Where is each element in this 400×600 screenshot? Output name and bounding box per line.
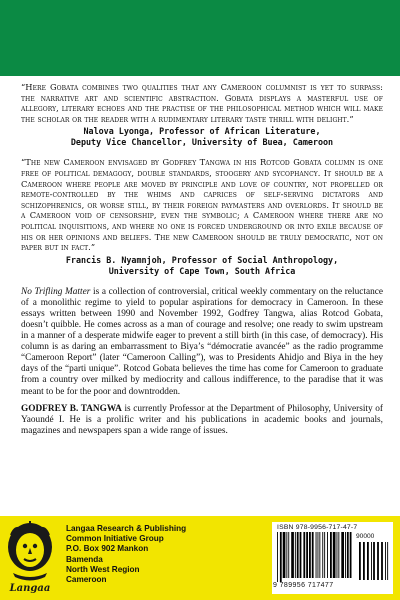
isbn-barcode bbox=[272, 522, 393, 594]
book-description bbox=[21, 287, 383, 398]
publisher-line: Cameroon bbox=[66, 575, 107, 585]
barcode-bar bbox=[327, 532, 328, 578]
barcode-bar bbox=[283, 532, 286, 578]
barcode-bar bbox=[312, 532, 314, 578]
quote-lyonga: “Here Gobata combines two qualities that any Cameroon columnist is yet to surpass: the narrative art and scientific abstraction. Gobata displays a masterful use of allegory, literary echoes and the practise of the philosophical method which will make the scholar or the reader with a rudimentary literary taste thrill with delight.” bbox=[21, 82, 383, 124]
barcode-bar bbox=[295, 532, 296, 578]
barcode-bar bbox=[288, 532, 289, 578]
ean-number: 9 789956 717477 bbox=[273, 582, 334, 589]
barcode-bar bbox=[297, 532, 299, 578]
barcode-bar bbox=[324, 532, 325, 578]
barcode-bar bbox=[286, 532, 287, 578]
barcode-bar bbox=[347, 532, 349, 578]
barcode-bar bbox=[341, 532, 344, 578]
barcode-bar bbox=[300, 532, 302, 578]
barcode-addon-bar bbox=[367, 542, 369, 580]
attribution-line-2: University of Cape Town, South Africa bbox=[108, 265, 296, 276]
top-green-band bbox=[0, 0, 400, 76]
publisher-line: Langaa Research & Publishing bbox=[66, 524, 187, 533]
publisher-line: North West Region bbox=[66, 564, 140, 574]
attribution-line-2: Deputy Vice Chancellor, University of Buea, Cameroon bbox=[70, 137, 334, 148]
isbn-text: ISBN 978-9956-717-47-7 bbox=[277, 524, 358, 531]
bio-text: is currently Professor at the Department of Philosophy, University of Yaoundé I. He is a prolific writer and his publications in academic books and journals, magazines and newspapers span a wide range of issues. bbox=[21, 403, 384, 436]
description-text: is a collection of controversial, critical weekly commentary on the reluctance of a monolithic regime to yield to popular aspirations for democracy in Cameroon. In these essays written between 1990 and November 1992, Godfrey Tangwa, alias Rotcod Gobata, doesn’t quibble. He comes across as a man of courage and resolve; one ready to swim upstream in a manner of a desperate midwife eager to prevent a still birth (in this case, of democracy). His column is as daring an embarrassment to Biya’s “démocratie avancée” as the radio programme “Cameroon Report” (later “Cameroon Calling”), was to Presidents Ahidjo and Biya in the hey days of the “parti unique”. Rotcod Gobata believes the time has come for Cameroon to graduate from a country over milked by mediocrity and callous indifference, to the paradise that it was meant to be for the poor and downtrodden. bbox=[21, 286, 383, 397]
book-title: No Trifling Matter bbox=[21, 286, 91, 297]
barcode-bar bbox=[345, 532, 346, 578]
barcode-bar bbox=[306, 532, 308, 578]
logo-wordmark: Langaa bbox=[9, 583, 51, 594]
barcode-addon-bar bbox=[373, 542, 375, 580]
attribution-line-1: Francis B. Nyamnjoh, Professor of Social Anthropology, bbox=[65, 254, 339, 265]
barcode-bar bbox=[319, 532, 320, 578]
attribution-line-1: Nalova Lyonga, Professor of African Literature, bbox=[83, 126, 321, 137]
barcode-addon-bar bbox=[385, 542, 386, 580]
barcode-addon-bar bbox=[363, 542, 365, 580]
barcode-bar bbox=[322, 532, 323, 578]
barcode-bar bbox=[330, 532, 332, 578]
quote-nyamnjoh: “The new Cameroon envisaged by Godfrey Tangwa in his Rotcod Gobata column is one free of political demagogy, double standards, stoogery and sycophancy. It should be a Cameroon where people are moved by principle and love of country, not propelled or remote-controlled by the whims and caprices of self-serving dictators and schizophrenics, or worse still, by their foreign paymasters and overlords. It should be a Cameroon void of censorship, even the symbolic; a Cameroon where there are no political inquisitions, and where no one is forced underground or into exile because of his or her opinions and beliefs. The new Cameroon should be truly democratic, not on paper but in fact.” bbox=[21, 157, 383, 253]
barcode-bar bbox=[303, 532, 305, 578]
quote-attribution-nyamnjoh bbox=[21, 255, 383, 277]
langaa-logo bbox=[5, 521, 55, 595]
author-name: GODFREY B. TANGWA bbox=[21, 403, 122, 414]
barcode-bar bbox=[280, 532, 282, 582]
barcode-addon-bar bbox=[387, 542, 388, 580]
barcode-bar bbox=[291, 532, 294, 578]
barcode-bar bbox=[316, 532, 317, 578]
barcode-bar bbox=[350, 532, 352, 578]
barcode-bar bbox=[337, 532, 338, 578]
publisher-line: P.O. Box 902 Mankon bbox=[66, 544, 149, 554]
barcode-addon-bar bbox=[381, 542, 383, 580]
barcode-bar bbox=[318, 532, 319, 578]
barcode-bar bbox=[338, 532, 339, 578]
barcode-addon-bar bbox=[359, 542, 361, 580]
barcode-addon-bar bbox=[377, 542, 379, 580]
publisher-address bbox=[66, 524, 246, 585]
back-cover-text bbox=[21, 82, 383, 437]
publisher-line: Bamenda bbox=[66, 554, 103, 564]
barcode-addon-text: 90000 bbox=[356, 533, 375, 540]
barcode-bar bbox=[309, 532, 311, 578]
publisher-line: Common Initiative Group bbox=[66, 534, 164, 544]
barcode-bars bbox=[275, 532, 391, 582]
barcode-addon-bar bbox=[371, 542, 372, 580]
quote-attribution-lyonga bbox=[21, 126, 383, 148]
barcode-bar bbox=[277, 532, 278, 582]
author-bio bbox=[21, 404, 383, 437]
barcode-bar bbox=[333, 532, 336, 578]
